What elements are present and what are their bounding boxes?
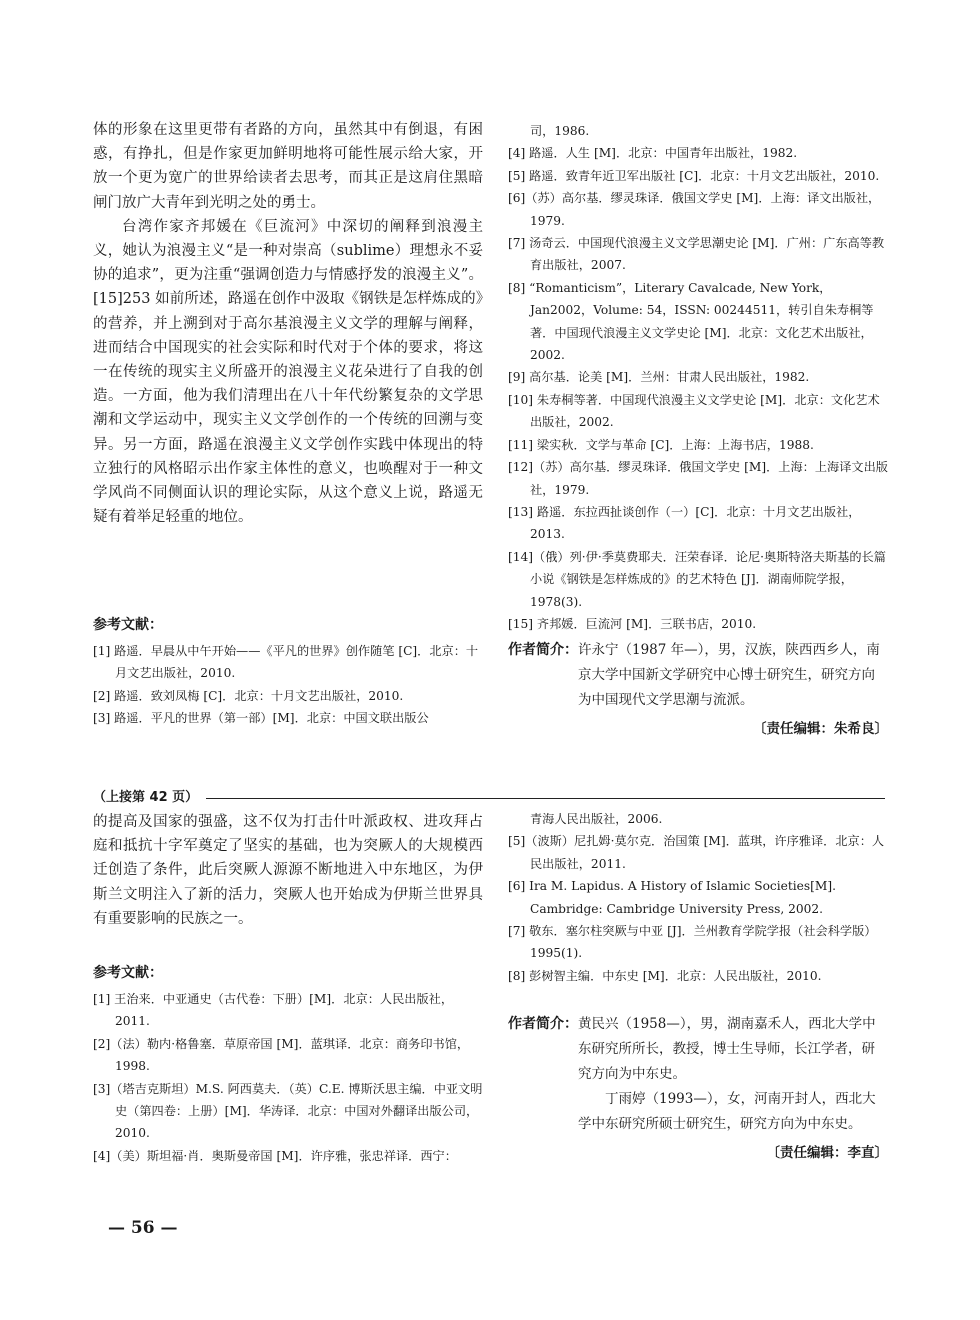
bottom-references-left [93,962,483,1167]
reference-item: [4] 路遥．人生 [M]．北京：中国青年出版社，1982. [508,146,798,161]
reference-item: [1] 路遥．早晨从中午开始——《平凡的世界》创作随笔 [C]．北京：十月文艺出版社，2010. [93,644,479,681]
editor-credit: 〔责任编辑：李直〕 [766,1145,888,1161]
reference-item: [4]（美）斯坦福·肖．奥斯曼帝国 [M]．许序雅，张忠祥译．西宁： [93,1148,457,1163]
editor-credit: 〔责任编辑：朱希良〕 [753,721,888,737]
top-references-right [508,120,888,635]
reference-item: [10] 朱寿桐等著．中国现代浪漫主义文学史论 [M]．北京：文化艺术出版社，2002. [508,392,880,430]
body-paragraph: 体的形象在这里更带有者路的方向，虽然其中有倒退，有困惑，有挣扎，但是作家更加鲜明地将可能性展示给大家，开放一个更为宽广的世界给读者去思考，而其正是这肩住黑暗闸门放广大青年到光明之处的勇士。 [93,122,483,211]
reference-item: [7] 汤奇云．中国现代浪漫主义文学思潮史论 [M]．广州：广东高等教育出版社，2007. [508,236,885,273]
author-bio: 许永宁（1987 年—），男，汉族，陕西西乡人，南京大学中国新文学研究中心博士研究生，研究方向为中国现代文学思潮与流派。 [578,642,880,708]
reference-item: [1] 王治来．中亚通史（古代卷：下册）[M]．北京：人民出版社，2011. [93,992,454,1029]
bottom-author-info [508,1012,888,1166]
reference-item: [15] 齐邦媛．巨流河 [M]．三联书店，2010. [508,616,757,631]
body-paragraph: 的提高及国家的强盛，这不仅为打击什叶派政权、进攻拜占庭和抵抗十字军奠定了坚实的基础，也为突厥人的大规模西迁创造了条件，此后突厥人源源不断地进入中东地区，为伊斯兰文明注入了新的活力，突厥人也开始成为伊斯兰世界具有重要影响的民族之一。 [93,814,483,927]
reference-item: [3]（塔吉克斯坦）M.S. 阿西莫夫．（英）C.E. 博斯沃思主编．中亚文明史（第四卷：上册）[M]．华涛译．北京：中国对外翻译出版公司，2010. [93,1081,483,1141]
continued-from-label: （上接第 42 页） [93,788,206,808]
reference-item: [12]（苏）高尔基．缪灵珠译．俄国文学史 [M]．上海：上海译文出版社，1979. [508,460,888,497]
reference-item: [2] 路遥．致刘凤梅 [C]．北京：十月文艺出版社，2010. [93,688,404,703]
reference-item: [5] 路遥．致青年近卫军出版社 [C]．北京：十月文艺出版社，2010. [508,168,880,183]
divider [93,798,885,799]
reference-item: [3] 路遥．平凡的世界（第一部）[M]．北京：中国文联出版公 [93,711,429,726]
reference-item: [7] 敬东．塞尔柱突厥与中亚 [J]．兰州教育学院学报（社会科学版）1995(1). [508,924,877,961]
top-references-left [93,614,483,730]
continued-header [93,788,885,808]
reference-item: [11] 梁实秋．文学与革命 [C]．上海：上海书店，1988. [508,437,814,452]
bottom-article-body [93,810,483,931]
reference-item: [14]（俄）列·伊·季莫费耶夫．汪荣春译．论尼·奥斯特洛夫斯基的长篇小说《钢铁是怎样炼成的》的艺术特色 [J]．湖南师院学报，1978(3). [508,549,886,609]
reference-item: [9] 高尔基．论美 [M]．兰州：甘肃人民出版社，1982. [508,370,810,385]
reference-item: [6] Ira M. Lapidus. A History of Islamic Societies[M]. Cambridge: Cambridge University Press, 2002. [508,879,836,916]
reference-item: [2]（法）勒内·格鲁塞．草原帝国 [M]．蓝琪译．北京：商务印书馆，1998. [93,1036,470,1074]
reference-item: [8] 彭树智主编．中东史 [M]．北京：人民出版社，2010. [508,968,822,983]
author-bio: 黄民兴（1958—），男，湖南嘉禾人，西北大学中东研究所所长，教授，博士生导师，长江学者，研究方向为中东史。 [578,1016,876,1082]
body-paragraph: 台湾作家齐邦媛在《巨流河》中深切的阐释到浪漫主义，她认为浪漫主义“是一种对崇高（sublime）理想永不妥协的追求”，更为注重“强调创造力与情感抒发的浪漫主义”。[15]253 如前所述，路遥在创作中汲取《钢铁是怎样炼成的》的营养，并上溯到对于高尔基浪漫主义文学的理解与阐释，进而结合中国现实的社会实际和时代对于个体的要求，将这一在传统的现实主义所盛开的浪漫主义花朵进行了自我的创造。一方面，他为我们清理出在八十年代纷繁复杂的文学思潮和文学运动中，现实主义文学创作的一个传统的回溯与变异。另一方面，路遥在浪漫主义文学创作实践中体现出的特立独行的风格昭示出作家主体性的意义，也唤醒对于一种文学风尚不同侧面认识的理论实际，从这个意义上说，路遥无疑有着举足轻重的地位。 [93,218,483,526]
reference-item: [5]（波斯）尼扎姆·莫尔克．治国策 [M]．蓝琪，许序雅译．北京：人民出版社，2011. [508,834,885,871]
references-title: 参考文献： [93,965,163,981]
bottom-references-right [508,808,888,987]
reference-item: 司，1986. [530,124,590,138]
references-title: 参考文献： [93,617,163,633]
reference-item: [8] “Romanticism”，Literary Cavalcade, New York，Jan2002，Volume: 54，ISSN: 00244511，转引自朱寿桐等著．中国现代浪漫主义文学史论 [M]．北京：文化艺术出版社，2002. [508,280,874,363]
top-author-info [508,638,888,742]
author-label: 作者简介： [508,1016,578,1032]
top-article-body [93,118,483,529]
page-number: — 56 — [108,1218,178,1238]
reference-item: 青海人民出版社，2006. [530,812,663,826]
author-label: 作者简介： [508,642,578,658]
author-bio: 丁雨婷（1993—），女，河南开封人，西北大学中东研究所硕士研究生，研究方向为中东史。 [578,1091,876,1132]
reference-item: [6]（苏）高尔基．缪灵珠译．俄国文学史 [M]．上海：译文出版社，1979. [508,191,881,228]
reference-item: [13] 路遥．东拉西扯谈创作（一）[C]．北京：十月文艺出版社，2013. [508,504,861,542]
